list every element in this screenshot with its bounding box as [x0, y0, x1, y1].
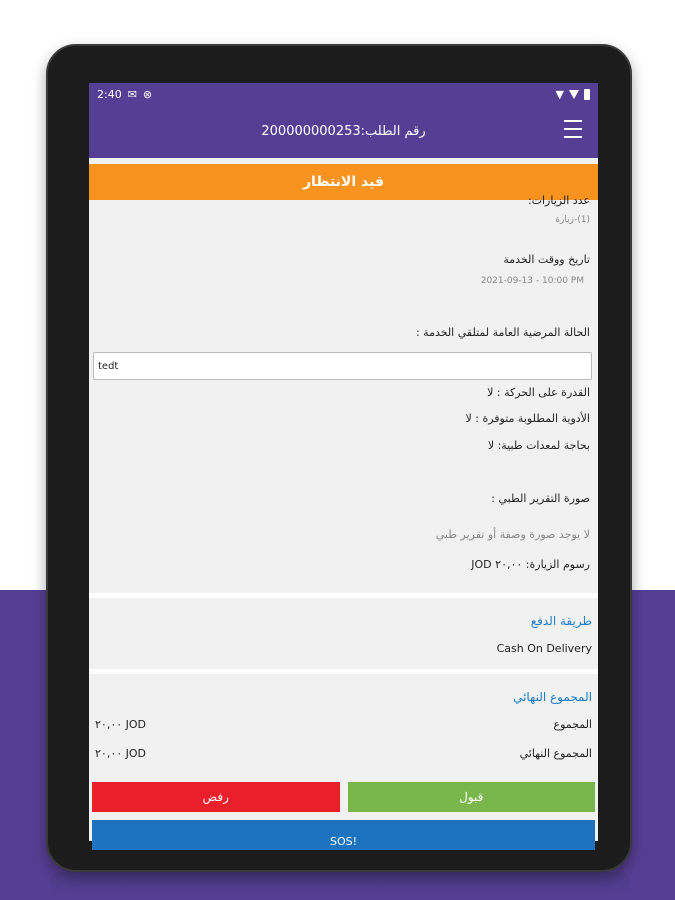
datetime-label: تاريخ ووقت الخدمة: [503, 253, 590, 266]
battery-icon: [584, 89, 590, 100]
medical-condition-field[interactable]: tedt: [93, 352, 592, 380]
final-total-label: المجموع النهائي: [519, 747, 592, 760]
report-label: صورة التقرير الطبي :: [491, 492, 590, 505]
final-total-value: ٢٠,٠٠ JOD: [95, 747, 147, 760]
subtotal-row: [95, 718, 592, 731]
payment-title: طريقة الدفع: [530, 614, 592, 628]
hamburger-menu-icon[interactable]: [564, 120, 582, 138]
settings-status-icon: ⊗: [142, 87, 153, 101]
tablet-reflection: [50, 872, 630, 900]
totals-section: [89, 669, 598, 779]
medicines-label: الأدوية المطلوبة متوفرة : لا: [465, 412, 590, 425]
reject-button[interactable]: رفض: [92, 782, 340, 812]
visits-value: (1)-زيارة: [555, 215, 590, 225]
visit-fee: [471, 558, 590, 571]
final-total-row: [95, 747, 592, 760]
mobility-label: القدرة على الحركة : لا: [487, 386, 590, 399]
payment-method: Cash On Delivery: [496, 642, 592, 655]
report-value: لا يوجد صورة وصفة أو تقرير طبي: [435, 528, 590, 541]
status-bar: [89, 83, 598, 105]
status-time: 2:40: [97, 87, 122, 101]
subtotal-label: المجموع: [553, 718, 592, 731]
equipment-label: بحاجة لمعدات طبية: لا: [487, 439, 590, 452]
accept-button[interactable]: قبول: [348, 782, 596, 812]
app-screen: [89, 83, 598, 848]
action-buttons: [89, 782, 598, 812]
medical-condition-label: الحالة المرضية العامة لمتلقي الخدمة :: [415, 326, 590, 339]
order-details: [89, 194, 598, 593]
page-title: رقم الطلب:200000000253: [261, 124, 426, 139]
sos-button[interactable]: SOS!: [92, 820, 595, 850]
subtotal-value: ٢٠,٠٠ JOD: [95, 718, 147, 731]
visit-fee-value: JOD ٢٠,٠٠: [471, 558, 523, 571]
status-banner: قيد الانتظار: [89, 164, 598, 200]
visit-fee-label: رسوم الزيارة:: [525, 558, 590, 571]
wifi-icon: ▼: [555, 87, 564, 101]
payment-section: [89, 593, 598, 669]
datetime-value: 2021-09-13 - 10:00 PM: [480, 276, 584, 286]
app-bar: [89, 105, 598, 158]
visits-label: عدد الزيارات:: [527, 194, 590, 207]
totals-title: المجموع النهائي: [513, 690, 592, 704]
signal-icon: [569, 90, 579, 99]
notification-icon: ✉: [127, 87, 137, 101]
